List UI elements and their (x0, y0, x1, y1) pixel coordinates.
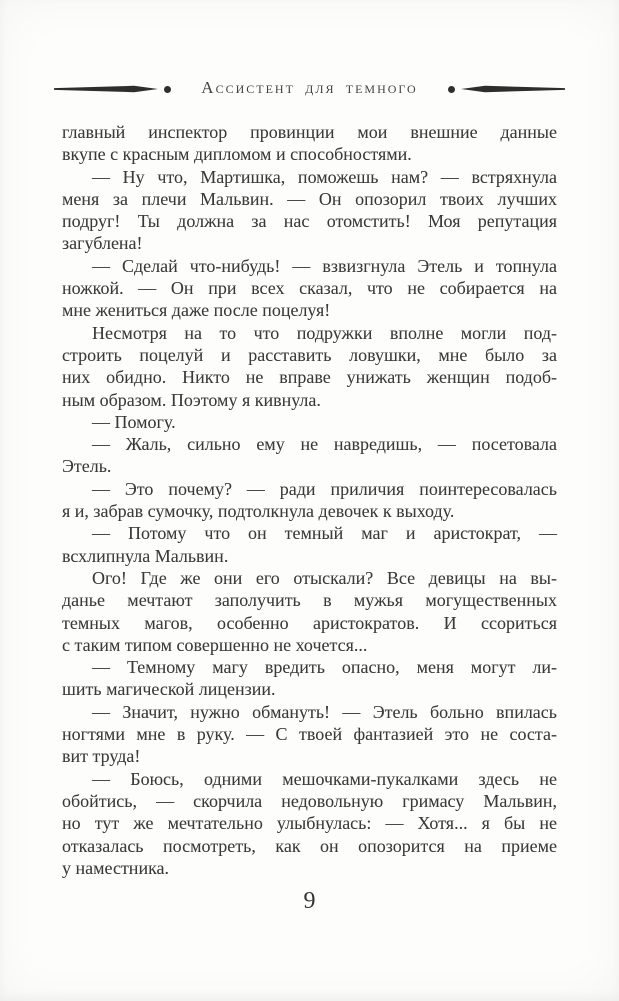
text-line: ножкой. — Он при всех сказал, что не собирается на (62, 278, 557, 299)
text-line: вит труда! (62, 746, 141, 767)
ornament-dot-left-icon (164, 86, 171, 93)
paragraph (62, 768, 557, 879)
text-line: — Потому что он темный маг и аристократ, — (92, 523, 557, 544)
text-line: обойтись, — скорчила недовольную гримасу Мальвин, (62, 790, 557, 811)
paragraph (62, 255, 557, 322)
paragraph (62, 166, 557, 255)
text-line: — Темному магу вредить опасно, меня могут ли- (92, 657, 557, 678)
paragraph (62, 522, 557, 567)
text-line: мне жениться даже после поцелуя! (62, 300, 331, 321)
text-line: ногтями мне в руку. — С твоей фантазией это не соста- (62, 724, 557, 745)
text-line: — Сделай что-нибудь! — взвизгнула Этель и топнула (92, 255, 557, 276)
text-line: Ого! Где же они его отыскали? Все девицы на вы- (92, 567, 557, 588)
text-line: них обидно. Никто не вправе унижать женщин подоб- (62, 367, 557, 388)
text-line: всхлипнула Мальвин. (62, 545, 229, 566)
text-line: загублена! (62, 233, 143, 254)
text-line: данье мечтают заполучить в мужья могущественных (62, 590, 557, 611)
text-line: меня за плечи Мальвин. — Он опозорил твоих лучших (62, 188, 557, 209)
ornament-rule-left-icon (54, 84, 158, 94)
text-line: с таким типом совершенно не хочется... (62, 634, 368, 655)
running-title: Ассистент для темного (201, 78, 418, 97)
text-line: я и, забрав сумочку, подтолкнула девочек к выходу. (62, 501, 455, 522)
text-line: — Это почему? — ради приличия поинтересовалась (92, 478, 557, 499)
paragraph (62, 701, 557, 768)
page-number: 9 (303, 888, 316, 914)
text-line: ным образом. Поэтому я кивнула. (62, 389, 321, 410)
text-line: подруг! Ты должна за нас отомстить! Моя репутация (62, 211, 557, 232)
text-line: у наместника. (62, 857, 170, 878)
paragraph (62, 567, 557, 656)
text-line: темных магов, особенно аристократов. И ссориться (62, 612, 557, 633)
paragraph (62, 411, 557, 433)
text-line: но тут же мечтательно улыбнулась: — Хотя... я бы не (62, 813, 557, 834)
text-line: — Значит, нужно обмануть! — Этель больно впилась (92, 701, 557, 722)
paragraph (62, 121, 557, 166)
ornament-dot-right-icon (448, 86, 455, 93)
text-line: — Боюсь, одними мешочками-пукалками здесь не (92, 768, 557, 789)
text-line: главный инспектор провинции мои внешние данные (62, 122, 557, 142)
running-header (0, 76, 619, 102)
text-line: вкупе с красным дипломом и способностями. (62, 144, 412, 165)
text-body (62, 121, 557, 879)
paragraph (62, 656, 557, 701)
paragraph (62, 322, 557, 411)
text-line: Этель. (62, 456, 112, 477)
text-line: — Жаль, сильно ему не навредишь, — посетовала (92, 434, 557, 455)
text-line: шить магической лицензии. (62, 679, 276, 700)
text-line: отказалась посмотреть, как он опозорится на приеме (62, 835, 557, 856)
text-line: строить поцелуй и расставить ловушки, мне было за (62, 344, 557, 365)
paragraph (62, 433, 557, 478)
text-line: — Ну что, Мартишка, поможешь нам? — встряхнула (92, 166, 557, 187)
paragraph (62, 478, 557, 523)
text-line: — Помогу. (92, 411, 176, 432)
text-line: Несмотря на то что подружки вполне могли под- (92, 322, 557, 343)
ornament-rule-right-icon (461, 84, 565, 94)
